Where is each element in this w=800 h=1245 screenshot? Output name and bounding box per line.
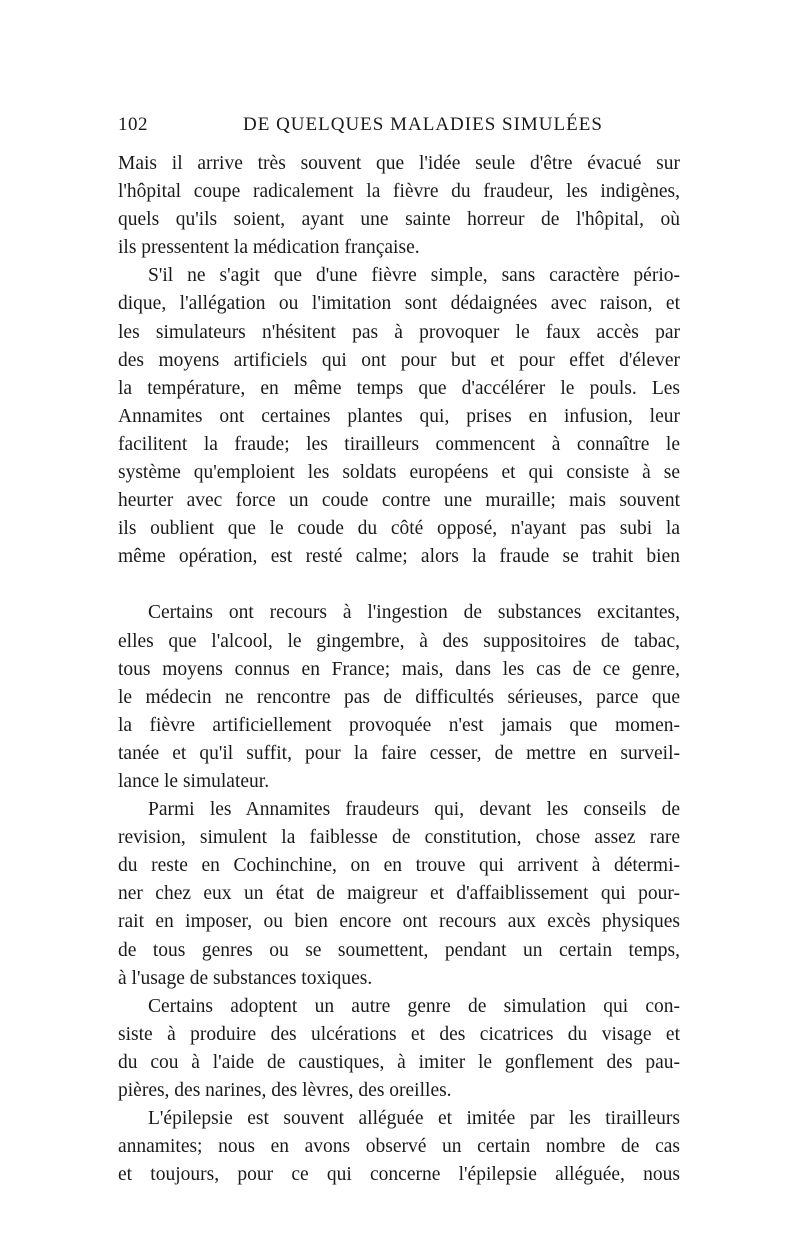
text-line: l'hôpital coupe radicalement la fièvre du fraudeur, les indigènes,: [118, 181, 680, 203]
text-line: ils oublient que le coude du côté opposé, n'ayant pas subi la: [118, 518, 680, 540]
text-line: heurter avec force un coude contre une muraille; mais souvent: [118, 490, 680, 512]
text-line: elles que l'alcool, le gingembre, à des suppositoires de tabac,: [118, 630, 680, 652]
text-line: le médecin ne rencontre pas de difficultés sérieuses, parce que: [118, 686, 680, 708]
text-line: lance le simulateur.: [118, 770, 270, 792]
text-line: siste à produire des ulcérations et des cicatrices du visage et: [118, 1023, 680, 1045]
text-line: du reste en Cochinchine, on en trouve qui arrivent à détermi-: [118, 855, 680, 877]
text-line: des moyens artificiels qui ont pour but et pour effet d'élever: [118, 349, 680, 371]
text-line: revision, simulent la faiblesse de constitution, chose assez rare: [118, 827, 680, 849]
text-line: pières, des narines, des lèvres, des oreilles.: [118, 1080, 452, 1101]
paragraph: [118, 150, 680, 262]
text-line: la température, en même temps que d'accélérer le pouls. Les: [118, 377, 680, 399]
text-line: L'épilepsie est souvent alléguée et imitée par les tirailleurs: [148, 1108, 680, 1130]
paragraph: [118, 599, 680, 796]
text-line: la fièvre artificiellement provoquée n'est jamais que momen-: [118, 714, 680, 736]
paragraph: [118, 993, 680, 1105]
text-line: système qu'emploient les soldats européens et qui consiste à se: [118, 462, 680, 484]
text-line: rait en imposer, ou bien encore ont recours aux excès physiques: [118, 911, 680, 933]
text-line: Parmi les Annamites fraudeurs qui, devant les conseils de: [148, 799, 680, 821]
text-line: S'il ne s'agit que d'une fièvre simple, sans caractère pério-: [148, 265, 680, 287]
text-line: facilitent la fraude; les tirailleurs commencent à connaître le: [118, 433, 680, 455]
text-line: les simulateurs n'hésitent pas à provoquer le faux accès par: [118, 321, 680, 343]
text-line: de tous genres ou se soumettent, pendant un certain temps,: [118, 939, 680, 961]
text-line: tanée et qu'il suffit, pour la faire cesser, de mettre en surveil-: [118, 742, 680, 764]
page-number: 102: [118, 114, 148, 135]
text-line: Mais il arrive très souvent que l'idée seule d'être évacué sur: [118, 153, 680, 174]
text-line: Annamites ont certaines plantes qui, prises en infusion, leur: [118, 405, 680, 427]
paragraph: [118, 1105, 680, 1189]
paragraph: [118, 796, 680, 993]
text-line: dique, l'allégation ou l'imitation sont dédaignées avec raison, et: [118, 293, 680, 315]
text-line: du cou à l'aide de caustiques, à imiter le gonflement des pau-: [118, 1051, 680, 1073]
text-line: même opération, est resté calme; alors la fraude se trahit bien: [118, 546, 680, 568]
body-text: [118, 150, 680, 1189]
paragraph: [118, 262, 680, 571]
running-title: DE QUELQUES MALADIES SIMULÉES: [243, 114, 603, 135]
text-line: ner chez eux un état de maigreur et d'affaiblissement qui pour-: [118, 883, 680, 905]
text-line: Certains adoptent un autre genre de simulation qui con-: [148, 995, 680, 1017]
text-line: ils pressentent la médication française.: [118, 237, 420, 259]
paragraph-gap: [118, 571, 680, 599]
text-line: tous moyens connus en France; mais, dans les cas de ce genre,: [118, 658, 680, 680]
text-line: annamites; nous en avons observé un certain nombre de cas: [118, 1136, 680, 1158]
text-line: à l'usage de substances toxiques.: [118, 967, 373, 989]
text-line: et toujours, pour ce qui concerne l'épilepsie alléguée, nous: [118, 1164, 680, 1186]
page-header: [118, 114, 680, 144]
text-line: Certains ont recours à l'ingestion de substances excitantes,: [148, 602, 680, 624]
text-line: quels qu'ils soient, ayant une sainte horreur de l'hôpital, où: [118, 209, 680, 231]
